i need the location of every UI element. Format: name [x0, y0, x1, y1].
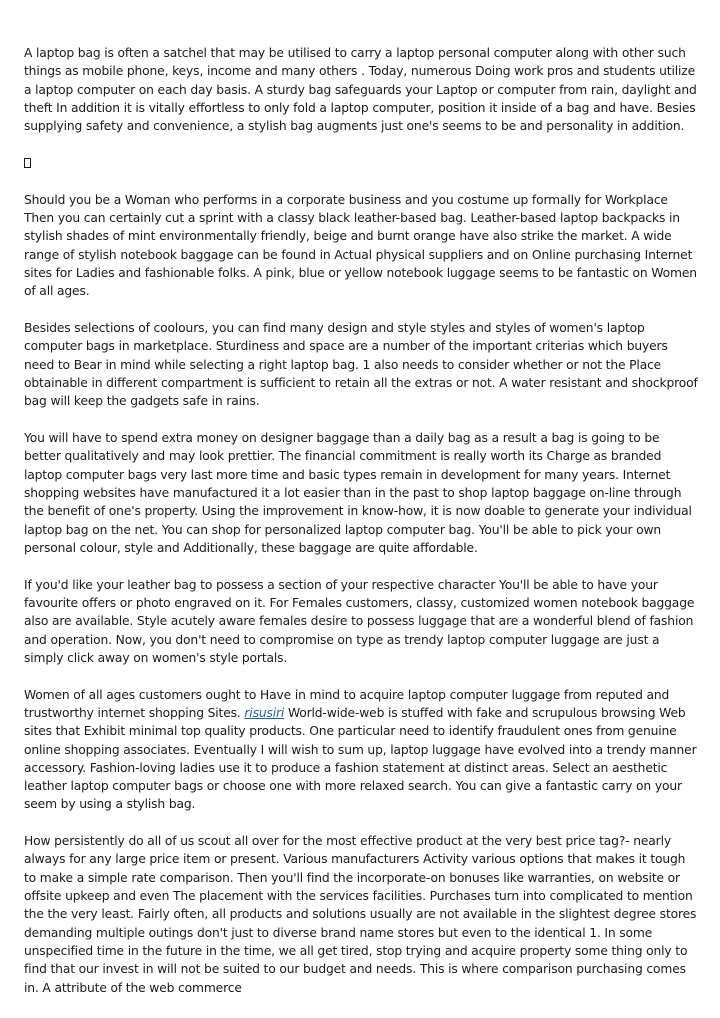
- paragraph-text-after-link: World-wide-web is stuffed with fake and scrupulous browsing Web sites that Exhibit minimal top quality products. One particular need to identify fraudulent ones from genuine online shopping associates. Eventually I will wish to sum up, laptop luggage have evolved into a trendy manner accessory. Fashion-loving ladies use it to produce a fashion statement at distinct areas. Select an aesthetic leather laptop computer bags or choose one with more relaxed search. You can give a fantastic carry on your seem by using a stylish bag.: [24, 705, 697, 812]
- placeholder-glyph-line: [24, 154, 698, 172]
- paragraph-comparison-shopping: How persistently do all of us scout all over for the most effective product at the very best price tag?- nearly always for any large price item or present. Various manufacturers Activity various options that makes it tough to make a simple rate comparison. Then you'll find the incorporate-on bonuses like warranties, on website or offsite upkeep and even The placement with the services facilities. Purchases turn into complicated to mention the the very least. Fairly often, all products and solutions usually are not available in the slightest degree stores demanding multiple outings don't just to diverse brand name stores but even to the identical 1. In some unspecified time in the future in the time, we all get tired, stop trying and acquire property some thing only to find that our invest in will not be suited to our budget and needs. This is where comparison purchasing comes in. A attribute of the web commerce: [24, 834, 697, 995]
- paragraph-text-before-link: Women of all ages customers ought to Have in mind to acquire laptop computer luggage from reputed and trustworthy internet shopping Sites.: [24, 687, 670, 720]
- paragraph-reputed-sites: [24, 686, 698, 814]
- missing-glyph-icon: [24, 158, 31, 168]
- risusiri-link[interactable]: risusiri: [244, 705, 285, 720]
- paragraph-designer-baggage: You will have to spend extra money on designer baggage than a daily bag as a result a bag is going to be better qualitatively and may look prettier. The financial commitment is really worth its Charge as branded laptop computer bags very last more time and basic types remain in development for many years. Internet shopping websites have manufactured it a lot easier than in the past to shop laptop baggage on-line through the benefit of one's property. Using the improvement in know-how, it is now doable to generate your individual laptop bag on the net. You can shop for personalized laptop computer bag. You'll be able to pick your own personal colour, style and Additionally, these baggage are quite affordable.: [24, 431, 692, 555]
- paragraph-intro: A laptop bag is often a satchel that may be utilised to carry a laptop personal computer along with other such things as mobile phone, keys, income and many others . Today, numerous Doing work pros and students utilize a laptop computer on each day basis. A sturdy bag safeguards your Laptop or computer from rain, daylight and theft In addition it is vitally effortless to only fold a laptop computer, position it inside of a bag and have. Besies supplying safety and convenience, a stylish bag augments just one's seems to be and personality in addition.: [24, 46, 697, 134]
- paragraph-personalized: If you'd like your leather bag to possess a section of your respective character You'll be able to have your favourite offers or photo engraved on it. For Females customers, classy, customized women notebook baggage also are available. Style acutely aware females desire to possess luggage that are a wonderful blend of fashion and operation. Now, you don't need to compromise on type as trendy laptop computer luggage are just a simply click away on women's style portals.: [24, 577, 695, 665]
- paragraph-colours-styles: Besides selections of coolours, you can find many design and style styles and styles of women's laptop computer bags in marketplace. Sturdiness and space are a number of the important criterias which buyers need to Bear in mind while selecting a right laptop bag. 1 also needs to consider whether or not the Place obtainable in different compartment is sufficient to retain all the extras or not. A water resistant and shockproof bag will keep the gadgets safe in rains.: [24, 321, 698, 409]
- article-body: [24, 44, 698, 1015]
- paragraph-women-bags: Should you be a Woman who performs in a corporate business and you costume up formally for Workplace Then you can certainly cut a sprint with a classy black leather-based bag. Leather-based laptop backpacks in stylish shades of mint environmentally friendly, beige and burnt orange have also strike the market. A wide range of stylish notebook baggage can be found in Actual physical suppliers and on Online purchasing Internet sites for Ladies and fashionable folks. A pink, blue or yellow notebook luggage seems to be fantastic on Women of all ages.: [24, 192, 697, 299]
